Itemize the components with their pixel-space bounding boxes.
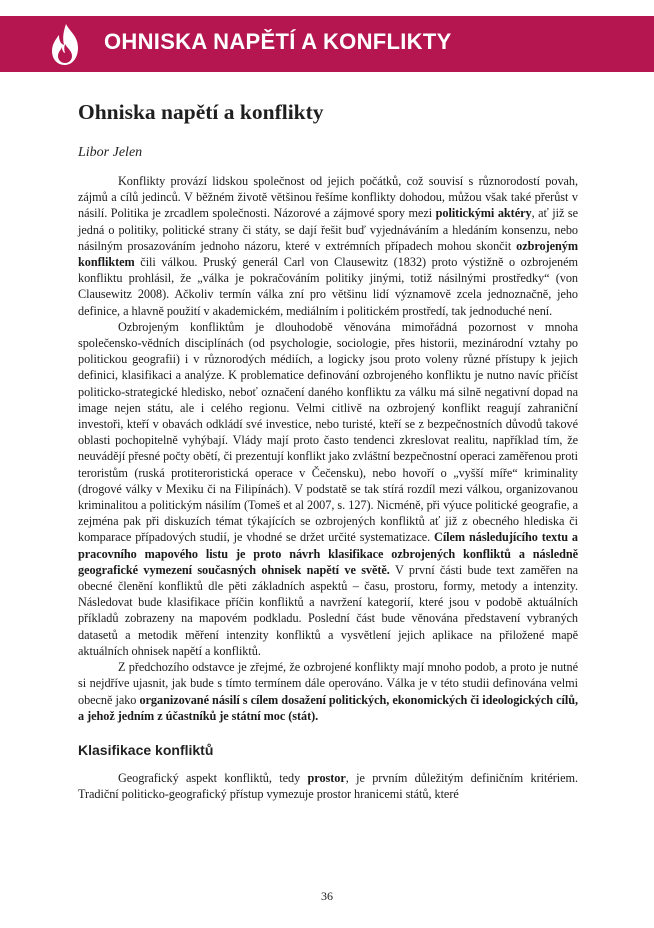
page-number: 36: [321, 889, 333, 903]
article-author: Libor Jelen: [78, 145, 143, 160]
paragraph-2: Ozbrojeným konfliktům je dlouhodobě věnována mimořádná pozornost v mnoha společensko-vědních disciplínách (od psychologie, sociologie, přes historii, mezinárodní vztahy po politickou geografii) i v různorodých médiích, a logicky jsou proto voleny různé přístupy k jejich definici, klasifikaci a analýze. K problematice definování ozbrojeného konfliktu je nutno navíc přičíst politicko-strategické hledisko, neboť označení daného konfliktu za válku má silně negativní dopad na image nejen státu, ale i celého regionu. Velmi citlivě na ozbrojený konflikt reagují zahraniční investoři, kteří v obavách odkládí své investice, nebo turisté, kteří se z bezpečnostních důvodů takové oblasti pochopitelně vyhýbají. Vlády mají proto často tendenci zkreslovat realitu, například tím, že neuvádějí přesné počty obětí, či prezentují konflikt jako zvláštní bezpečnostní operaci zaměřenou proti teroristům (ruská protiteroristická operace v Čečensku), nebo hovoří o „vyšší míře“ kriminality (drogové války v Mexiku či na Filipínách). V podstatě se tak stírá rozdíl mezi válkou, organizovanou kriminalitou a politickým násilím (Tomeš et al 2007, s. 127). Nicméně, při výuce politické geografie, a zejména pak při diskuzích témat týkajících se ozbrojených konfliktů ať již z obecného hlediska či komparace případových studií, je vhodné se držet určité systematizace. Cílem následujícího textu a pracovního mapového listu je proto návrh klasifikace ozbrojených konfliktů a následně geografické vymezení současných ohnisek napětí ve světě. V první části bude text zaměřen na obecné členění konfliktů dle pěti základních aspektů – času, prostoru, formy, metody a intenzity. Následovat bude klasifikace příčin konfliktů a navržení kategorií, které jsou v podobě aktuálních příkladů zobrazeny na mapovém podkladu. Poslední část bude věnována představení vybraných datasetů a metodik měření intenzity konfliktů a vysvětlení jejich aplikace na přiložené mapě aktuálních ohnisek napětí a konfliktů.: [78, 319, 579, 658]
article-title: Ohniska napětí a konflikty: [78, 100, 324, 124]
paragraph-1: Konflikty provází lidskou společnost od jejich počátků, což souvisí s různorodostí povah, zájmů a cílů jedinců. V běžném životě většinou řešíme konflikty dohodou, můžou však také přerůst v násilí. Politika je zrcadlem společnosti. Názorové a zájmové spory mezi politickými aktéry, ať již se jedná o politiky, politické strany či státy, se dají řešit buď vyjednáváním a hledáním konsenzu, nebo násilným prosazováním jednoho názoru, které v extrémních případech mohou skončit ozbrojeným konfliktem čili válkou. Pruský generál Carl von Clausewitz (1832) proto výstižně o ozbrojeném konfliktu prohlásil, že „válka je pokračováním politiky jinými, totiž násilnými prostředky“ (von Clausewitz 2008). Ačkoliv termín válka zní pro většinu lidí významově zcela jednoznačně, jeho definice, a hlavně použití v akademickém, mediálním i politickém prostředí, tak jednoduché není.: [78, 174, 578, 318]
flame-icon: [44, 22, 88, 68]
section-heading: Klasifikace konfliktů: [78, 741, 214, 758]
paragraph-3: Z předchozího odstavce je zřejmé, že ozbrojené konflikty mají mnoho podob, a proto je nutné si nejdříve ujasnit, jak bude s tímto termínem dále operováno. Válka je v této studii definována velmi obecně jako organizované násilí s cílem dosažení politických, ekonomických či ideologických cílů, a jehož jedním z účastníků je státní moc (stát).: [78, 660, 578, 723]
paragraph-4: Geografický aspekt konfliktů, tedy prostor, je prvním důležitým definičním kritériem. Tradiční politicko-geografický přístup vymezuje prostor hranicemi států, které: [78, 770, 578, 802]
article-body: [78, 100, 578, 802]
chapter-header-banner: [0, 16, 654, 72]
chapter-title: OHNISKA NAPĚTÍ A KONFLIKTY: [104, 29, 452, 54]
